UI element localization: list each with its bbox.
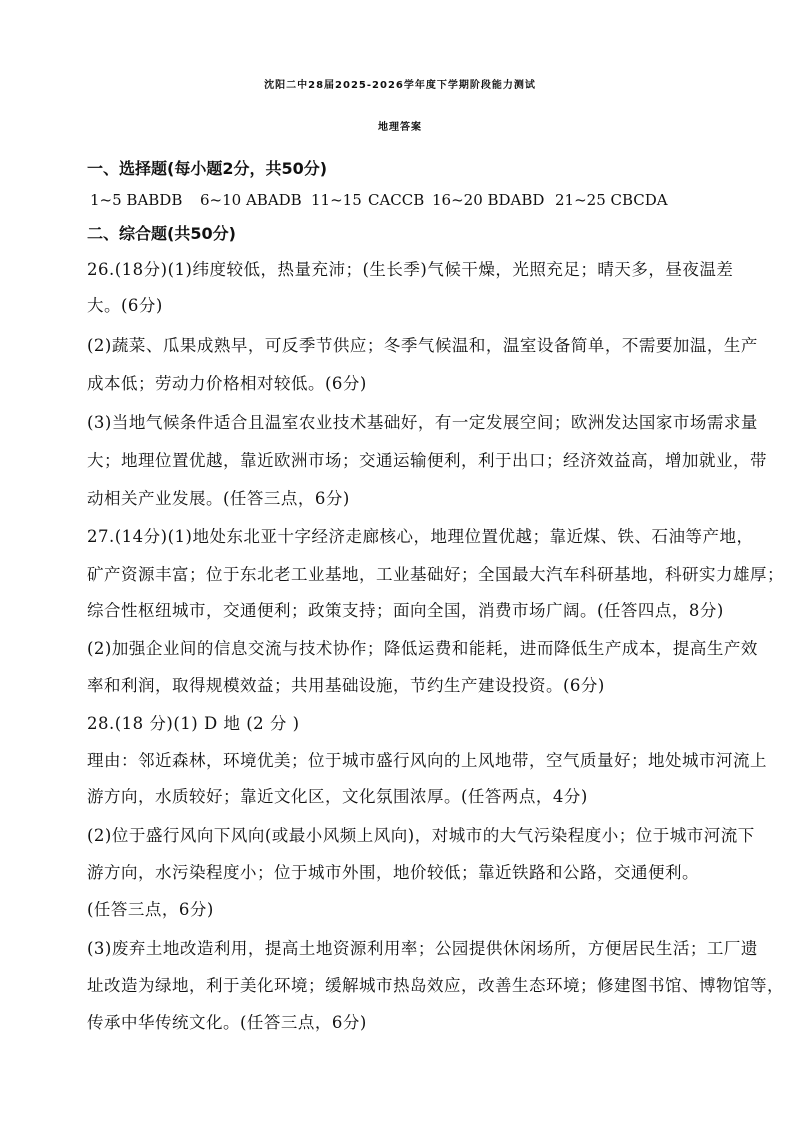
answer-text-line: 成本低；劳动力价格相对较低。(6分) bbox=[87, 374, 367, 393]
answer-text-line: 址改造为绿地，利于美化环境；缓解城市热岛效应，改善生态环境；修建图书馆、博物馆等， bbox=[87, 976, 784, 995]
answer-text-line: 率和利润，取得规模效益；共用基础设施，节约生产建设投资。(6分) bbox=[87, 676, 605, 695]
answer-text-line: 27.(14分)(1)地处东北亚十字经济走廊核心，地理位置优越；靠近煤、铁、石油等产地， bbox=[87, 527, 754, 546]
document-subtitle: 地理答案 bbox=[378, 122, 422, 133]
answer-text-line: 动相关产业发展。(任答三点，6分) bbox=[87, 489, 350, 508]
answer-group-11-15-letters: CACCB bbox=[368, 191, 425, 209]
document-title: 沈阳二中28届2025-2026学年度下学期阶段能力测试 bbox=[264, 80, 536, 91]
answer-text-line: 矿产资源丰富；位于东北老工业基地，工业基础好；全国最大汽车科研基地，科研实力雄厚； bbox=[87, 565, 784, 584]
answer-group-11-15-range: 11~15 bbox=[311, 191, 362, 209]
answer-group-1-5: 1~5 BABDB bbox=[90, 191, 183, 209]
answer-text-line: (2)加强企业间的信息交流与技术协作；降低运费和能耗，进而降低生产成本，提高生产效 bbox=[87, 639, 758, 658]
answer-text-line: 理由：邻近森林，环境优美；位于城市盛行风向的上风地带，空气质量好；地处城市河流上 bbox=[87, 751, 767, 770]
answer-text-line: 传承中华传统文化。(任答三点，6分) bbox=[87, 1013, 367, 1032]
section-1-heading: 一、选择题(每小题2分，共50分) bbox=[87, 159, 328, 178]
answer-text-line: (3)废弃土地改造利用，提高土地资源利用率；公园提供休闲场所，方便居民生活；工厂遗 bbox=[87, 939, 758, 958]
answer-group-21-25: 21~25 CBCDA bbox=[555, 191, 668, 209]
answer-text-line: 游方向，水质较好；靠近文化区，文化氛围浓厚。(任答两点，4分) bbox=[87, 787, 588, 806]
answer-group-6-10: 6~10 ABADB bbox=[200, 191, 302, 209]
answer-text-line: 26.(18分)(1)纬度较低，热量充沛；(生长季)气候干燥，光照充足；晴天多，昼夜温差 bbox=[87, 260, 734, 279]
answer-text-line: 大；地理位置优越，靠近欧洲市场；交通运输便利，利于出口；经济效益高，增加就业，带 bbox=[87, 451, 767, 470]
answer-text-line: 综合性枢纽城市，交通便利；政策支持；面向全国，消费市场广阔。(任答四点，8分) bbox=[87, 601, 724, 620]
answer-text-line: (2)位于盛行风向下风向(或最小风频上风向)，对城市的大气污染程度小；位于城市河流下 bbox=[87, 826, 755, 845]
answer-text-line: (任答三点，6分) bbox=[87, 900, 214, 919]
section-2-heading: 二、综合题(共50分) bbox=[87, 224, 236, 243]
answer-group-16-20: 16~20 BDABD bbox=[432, 191, 545, 209]
answer-text-line: (3)当地气候条件适合且温室农业技术基础好，有一定发展空间；欧洲发达国家市场需求量 bbox=[87, 413, 758, 432]
answer-text-line: 28.(18 分)(1) D 地 (2 分 ) bbox=[87, 714, 300, 733]
answer-text-line: 大。(6分) bbox=[87, 296, 163, 315]
answer-text-line: 游方向，水污染程度小；位于城市外围，地价较低；靠近铁路和公路，交通便利。 bbox=[87, 863, 699, 882]
answer-text-line: (2)蔬菜、瓜果成熟早，可反季节供应；冬季气候温和，温室设备简单，不需要加温，生产 bbox=[87, 336, 758, 355]
